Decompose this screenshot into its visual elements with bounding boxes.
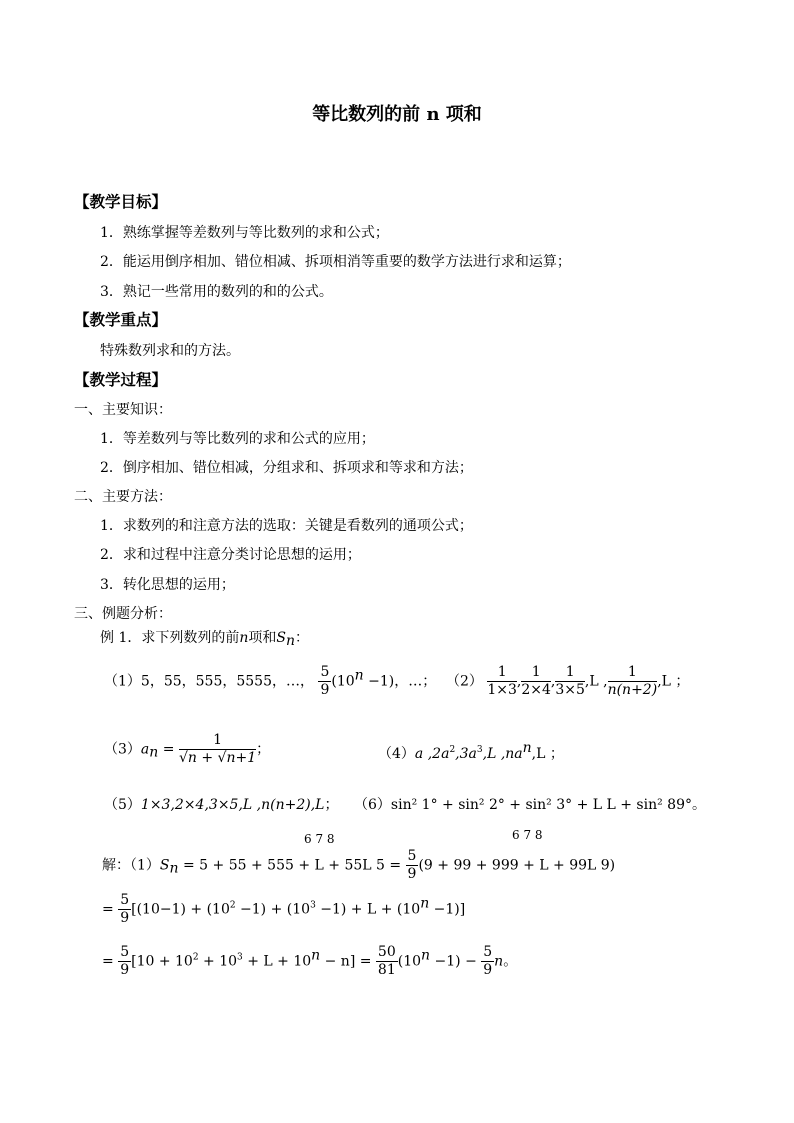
- focus-text: 特殊数列求和的方法。: [100, 343, 240, 359]
- fraction: $\frac{5}{9}$: [407, 848, 417, 882]
- solution-line-3: = $\frac{5}{9}$ $[10 + 10^2 + 10^3 + L + 10^n - n]$ = $\frac{50}{81}$ $(10^n -1)$ − $\frac{5}{9}$ n。: [102, 944, 518, 978]
- example-intro: 例 1．求下列数列的前n项和$S_n$：: [100, 630, 310, 649]
- fraction: $\frac{1}{1\times 3}$: [487, 664, 517, 698]
- part1-item-2: 2．倒序相加、错位相减，分组求和、拆项求和等求和方法；: [100, 460, 473, 476]
- fraction: $\frac{5}{9}$: [120, 944, 130, 978]
- goal-item-2: 2．能运用倒序相加、错位相减、拆项相消等重要的数学方法进行求和运算；: [100, 254, 571, 270]
- problem-5: （5）1×3,2×4,3×5,L ,n(n+2),L；: [104, 797, 339, 813]
- brace-annotation: 6 7 8: [304, 832, 335, 846]
- process-heading: 【教学过程】: [74, 370, 168, 389]
- fraction: $\frac{1}{2\times 4}$: [521, 664, 551, 698]
- problem-2: （2） $\frac{1}{1\times 3}$ , $\frac{1}{2\times 4}$ , $\frac{1}{3\times 5}$ ,L , $\frac{1}{n(n+2)}$ ,L ；: [446, 664, 690, 698]
- focus-heading: 【教学重点】: [74, 310, 168, 329]
- fraction: $\frac{5}{9}$: [320, 664, 330, 698]
- fraction: $\frac{1}{n(n+2)}$: [607, 664, 658, 698]
- fraction: $\frac{1}{3\times 5}$: [555, 664, 585, 698]
- fraction: $\frac{1}{√n + √n+1}$: [178, 732, 257, 766]
- part2-item-2: 2．求和过程中注意分类讨论思想的运用；: [100, 547, 361, 563]
- part1-item-1: 1．等差数列与等比数列的求和公式的应用；: [100, 431, 375, 447]
- goal-item-1: 1．熟练掌握等差数列与等比数列的求和公式；: [100, 225, 389, 241]
- part1-heading: 一、主要知识：: [74, 402, 172, 418]
- page-title: 等比数列的前 n 项和: [312, 104, 482, 125]
- brace-annotation: 6 7 8: [512, 828, 543, 842]
- problem-1: （1）5，55，555，5555，…， $\frac{5}{9}$ $(10^n -1)$，…；: [104, 664, 437, 698]
- problem-4: （4）a $,2a^2,3a^3,L$ $,na^n,L$ ；: [378, 740, 564, 762]
- part3-heading: 三、例题分析：: [74, 606, 172, 622]
- goals-heading: 【教学目标】: [74, 192, 168, 211]
- solution-line-2: = $\frac{5}{9}$ $[(10-1) + (10^2 -1) + (10^3 -1) + L + (10^n -1)]$: [102, 892, 466, 926]
- solution-line-1: 解：$(1)S_n = 5 + 55 + 555 + L + 55L$ 5 = $\frac{5}{9}$ (9 + 99 + 999 + L + 99L 9): [102, 848, 616, 882]
- part2-item-1: 1．求数列的和注意方法的选取：关键是看数列的通项公式；: [100, 518, 473, 534]
- part2-heading: 二、主要方法：: [74, 489, 172, 505]
- goal-item-3: 3．熟记一些常用的数列的和的公式。: [100, 284, 333, 300]
- part2-item-3: 3．转化思想的运用；: [100, 577, 235, 593]
- problem-6: （6）sin² 1° + sin² 2° + sin² 3° + L L + sin² 89°。: [354, 797, 706, 813]
- fraction: $\frac{5}{9}$: [483, 944, 493, 978]
- fraction: $\frac{5}{9}$: [120, 892, 130, 926]
- fraction: $\frac{50}{81}$: [377, 944, 396, 978]
- problem-3: $(3)a_n$ = $\frac{1}{√n + √n+1}$ ；: [104, 732, 271, 766]
